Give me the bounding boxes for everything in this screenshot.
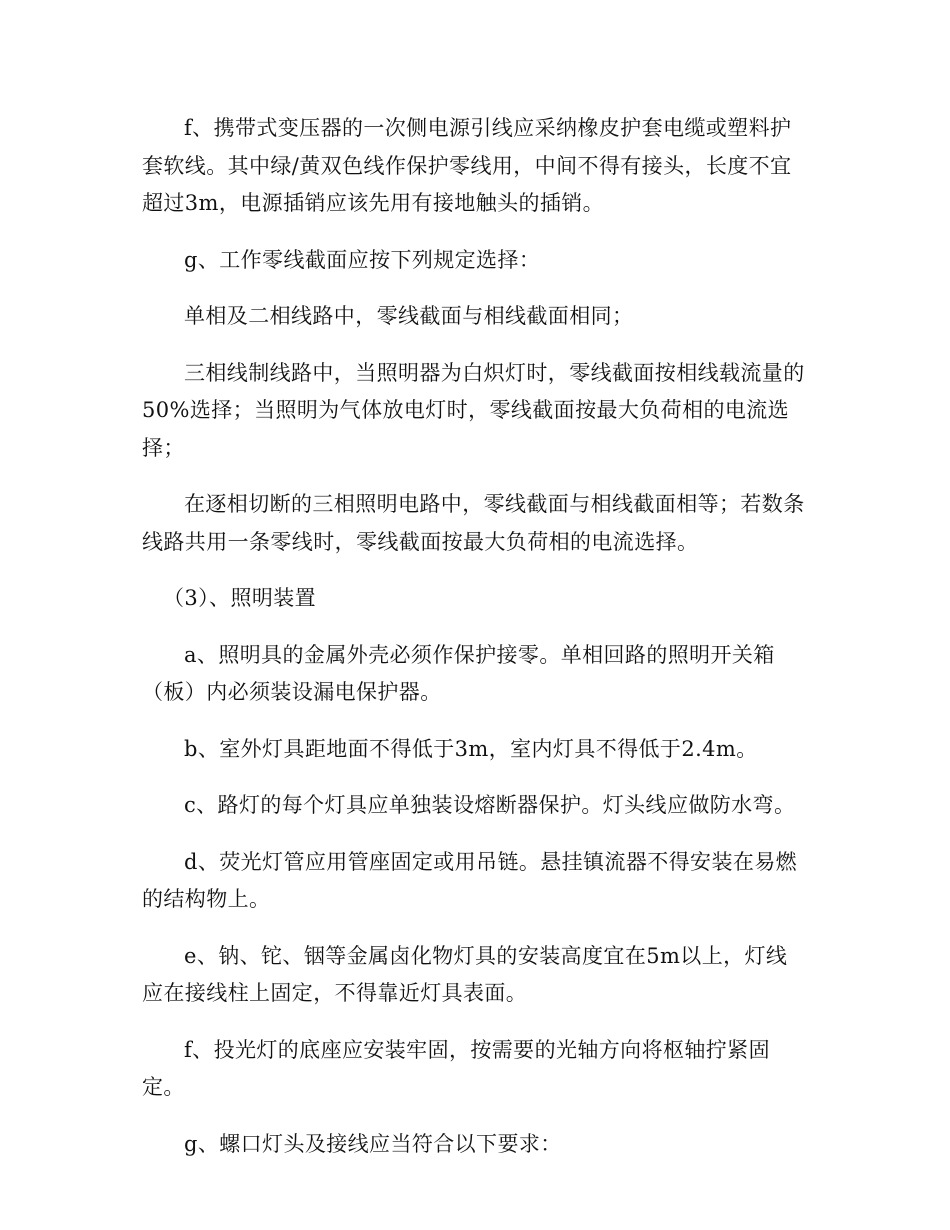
section-heading-lighting-devices: （3）、照明装置	[163, 586, 317, 610]
paragraph-item-b: b、室外灯具距地面不得低于3m，室内灯具不得低于2.4m。	[184, 736, 758, 761]
paragraph-item-e: e、钠、铊、铟等金属卤化物灯具的安装高度宜在5m以上，灯线应在接线柱上固定，不得靠近灯具表面。	[142, 943, 788, 1005]
document-body	[142, 110, 808, 1182]
paragraph-item-c: c、路灯的每个灯具应单独装设熔断器保护。灯头线应做防水弯。	[184, 793, 796, 817]
paragraph-transformer-lead: f、携带式变压器的一次侧电源引线应采纳橡皮护套电缆或塑料护套软线。其中绿/黄双色线作保护零线用，中间不得有接头，长度不宜超过3m，电源插销应该先用有接地触头的插销。	[142, 116, 792, 215]
paragraph-neutral-section-rule: g、工作零线截面应按下列规定选择：	[184, 247, 541, 272]
paragraph-single-two-phase: 单相及二相线路中，零线截面与相线截面相同；	[184, 304, 634, 328]
paragraph-item-g: g、螺口灯头及接线应当符合以下要求：	[184, 1131, 562, 1156]
paragraph-phase-cutoff: 在逐相切断的三相照明电路中，零线截面与相线截面相等；若数条线路共用一条零线时，零线截面按最大负荷相的电流选择。	[142, 492, 805, 554]
paragraph-item-f: f、投光灯的底座应安装牢固，按需要的光轴方向将枢轴拧紧固定。	[142, 1037, 770, 1099]
paragraph-item-a: a、照明具的金属外壳必须作保护接零。单相回路的照明开关箱（板）内必须装设漏电保护器。	[142, 642, 775, 704]
paragraph-three-phase: 三相线制线路中，当照明器为白炽灯时，零线截面按相线载流量的50%选择；当照明为气体放电灯时，零线截面按最大负荷相的电流选择；	[142, 360, 805, 460]
paragraph-item-d: d、荧光灯管应用管座固定或用吊链。悬挂镇流器不得安装在易燃的结构物上。	[142, 849, 798, 911]
